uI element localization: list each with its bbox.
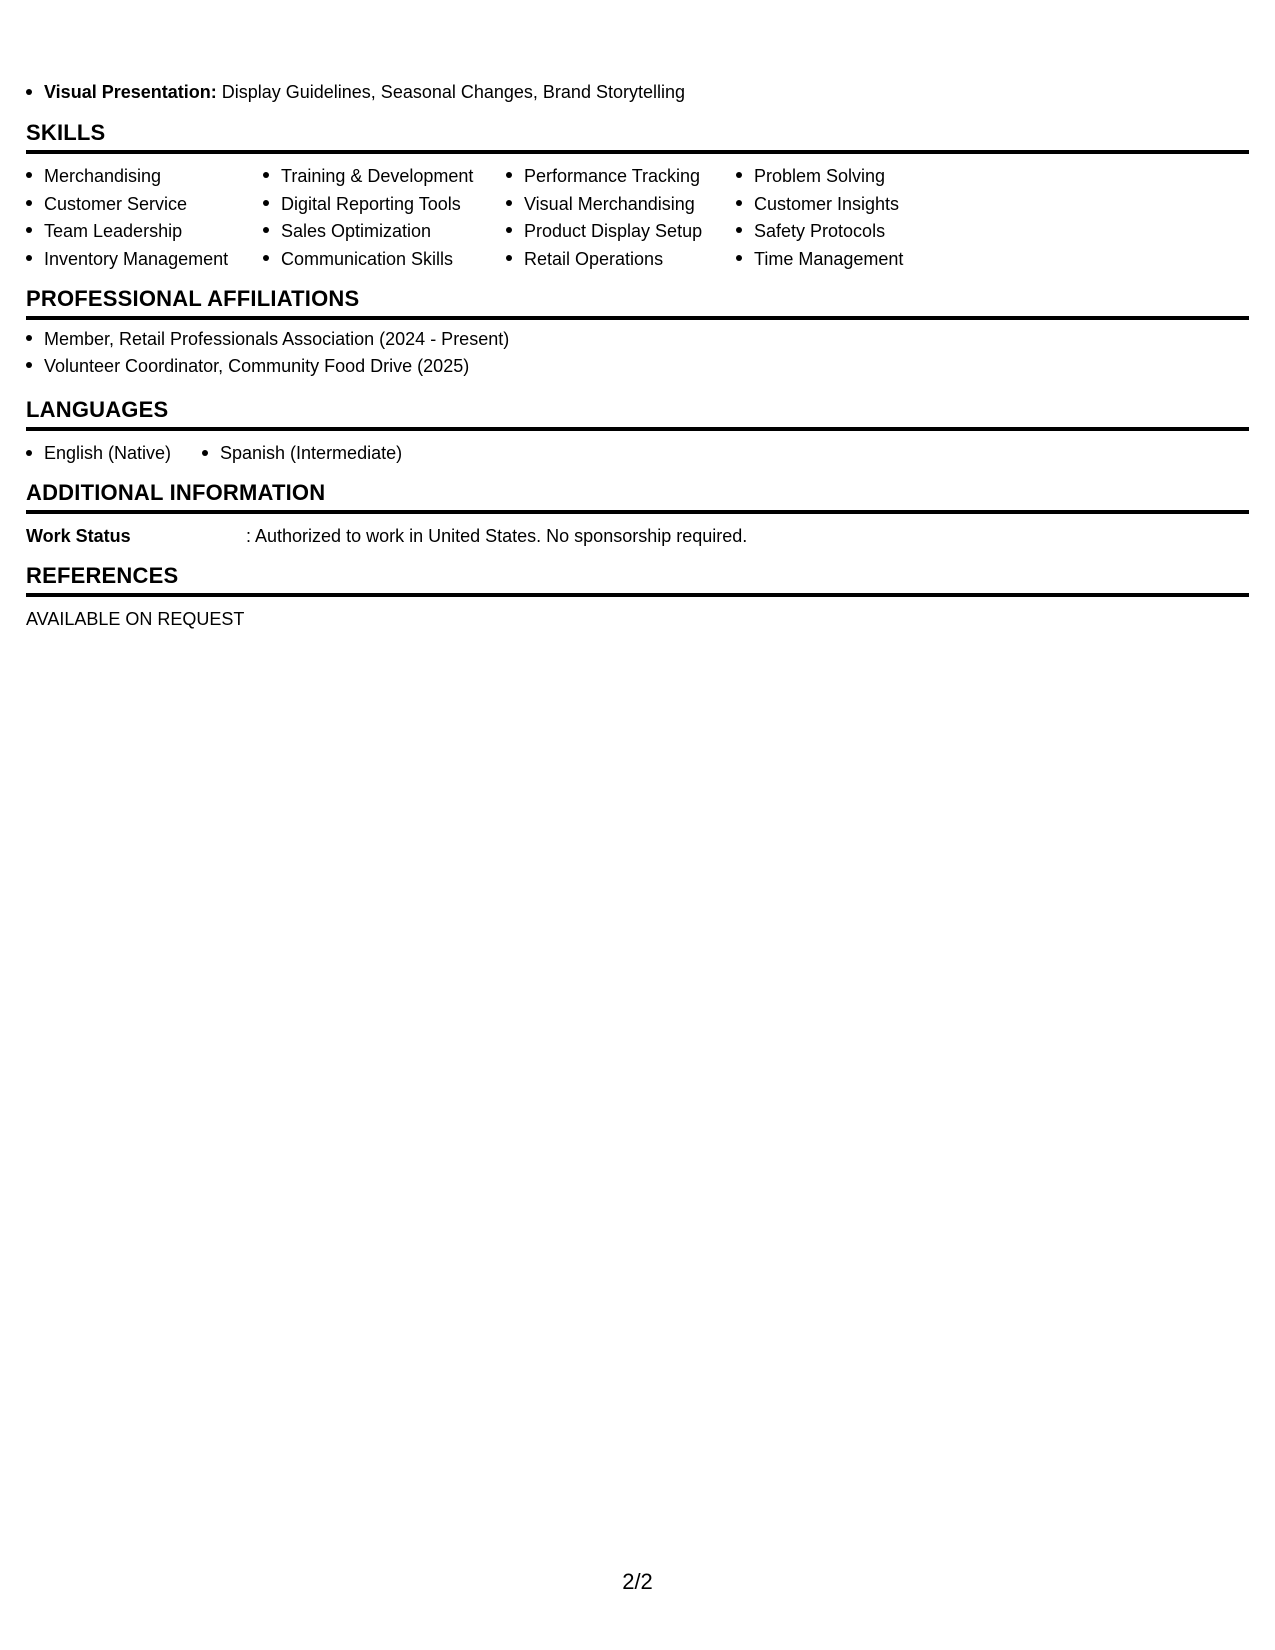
skills-column-2 xyxy=(263,163,473,273)
additional-info-divider xyxy=(26,510,1249,514)
page-number: 2/2 xyxy=(622,1569,653,1594)
skill-item: Time Management xyxy=(736,246,903,274)
skills-heading: SKILLS xyxy=(26,120,106,145)
skill-item: Inventory Management xyxy=(26,246,228,274)
skill-item: Problem Solving xyxy=(736,163,903,191)
affiliation-item: Volunteer Coordinator, Community Food Drive (2025) xyxy=(26,353,1249,380)
skills-divider xyxy=(26,150,1249,154)
references-section xyxy=(26,563,1249,597)
languages-divider xyxy=(26,427,1249,431)
affiliations-list xyxy=(26,326,1249,380)
additional-info-section xyxy=(26,480,1249,514)
skills-column-1 xyxy=(26,163,228,273)
work-status-value: : Authorized to work in United States. No sponsorship required. xyxy=(246,526,748,546)
references-heading: REFERENCES xyxy=(26,563,179,588)
skill-item: Retail Operations xyxy=(506,246,702,274)
skills-column-3 xyxy=(506,163,702,273)
references-text: AVAILABLE ON REQUEST xyxy=(26,609,245,629)
languages-heading: LANGUAGES xyxy=(26,397,169,422)
skill-item: Visual Merchandising xyxy=(506,191,702,219)
skill-item: Performance Tracking xyxy=(506,163,702,191)
skill-item: Sales Optimization xyxy=(263,218,473,246)
work-status-label: Work Status xyxy=(26,526,131,546)
references-divider xyxy=(26,593,1249,597)
visual-presentation-label: Visual Presentation: xyxy=(44,82,217,102)
affiliations-divider xyxy=(26,316,1249,320)
skill-item: Customer Service xyxy=(26,191,228,219)
affiliation-item: Member, Retail Professionals Association (2024 - Present) xyxy=(26,326,1249,353)
skill-item: Merchandising xyxy=(26,163,228,191)
languages-section xyxy=(26,397,1249,431)
skills-section xyxy=(26,120,1249,154)
skill-item: Communication Skills xyxy=(263,246,473,274)
visual-presentation-text: Display Guidelines, Seasonal Changes, Brand Storytelling xyxy=(216,82,685,102)
language-item: English (Native) xyxy=(26,441,171,465)
skill-item: Team Leadership xyxy=(26,218,228,246)
affiliations-section xyxy=(26,286,1249,380)
additional-info-heading: ADDITIONAL INFORMATION xyxy=(26,480,326,505)
skills-column-4 xyxy=(736,163,903,273)
language-item: Spanish (Intermediate) xyxy=(202,441,402,465)
visual-presentation-bullet xyxy=(26,80,685,104)
skill-item: Customer Insights xyxy=(736,191,903,219)
skill-item: Digital Reporting Tools xyxy=(263,191,473,219)
affiliations-heading: PROFESSIONAL AFFILIATIONS xyxy=(26,286,360,311)
skill-item: Safety Protocols xyxy=(736,218,903,246)
skill-item: Training & Development xyxy=(263,163,473,191)
skill-item: Product Display Setup xyxy=(506,218,702,246)
